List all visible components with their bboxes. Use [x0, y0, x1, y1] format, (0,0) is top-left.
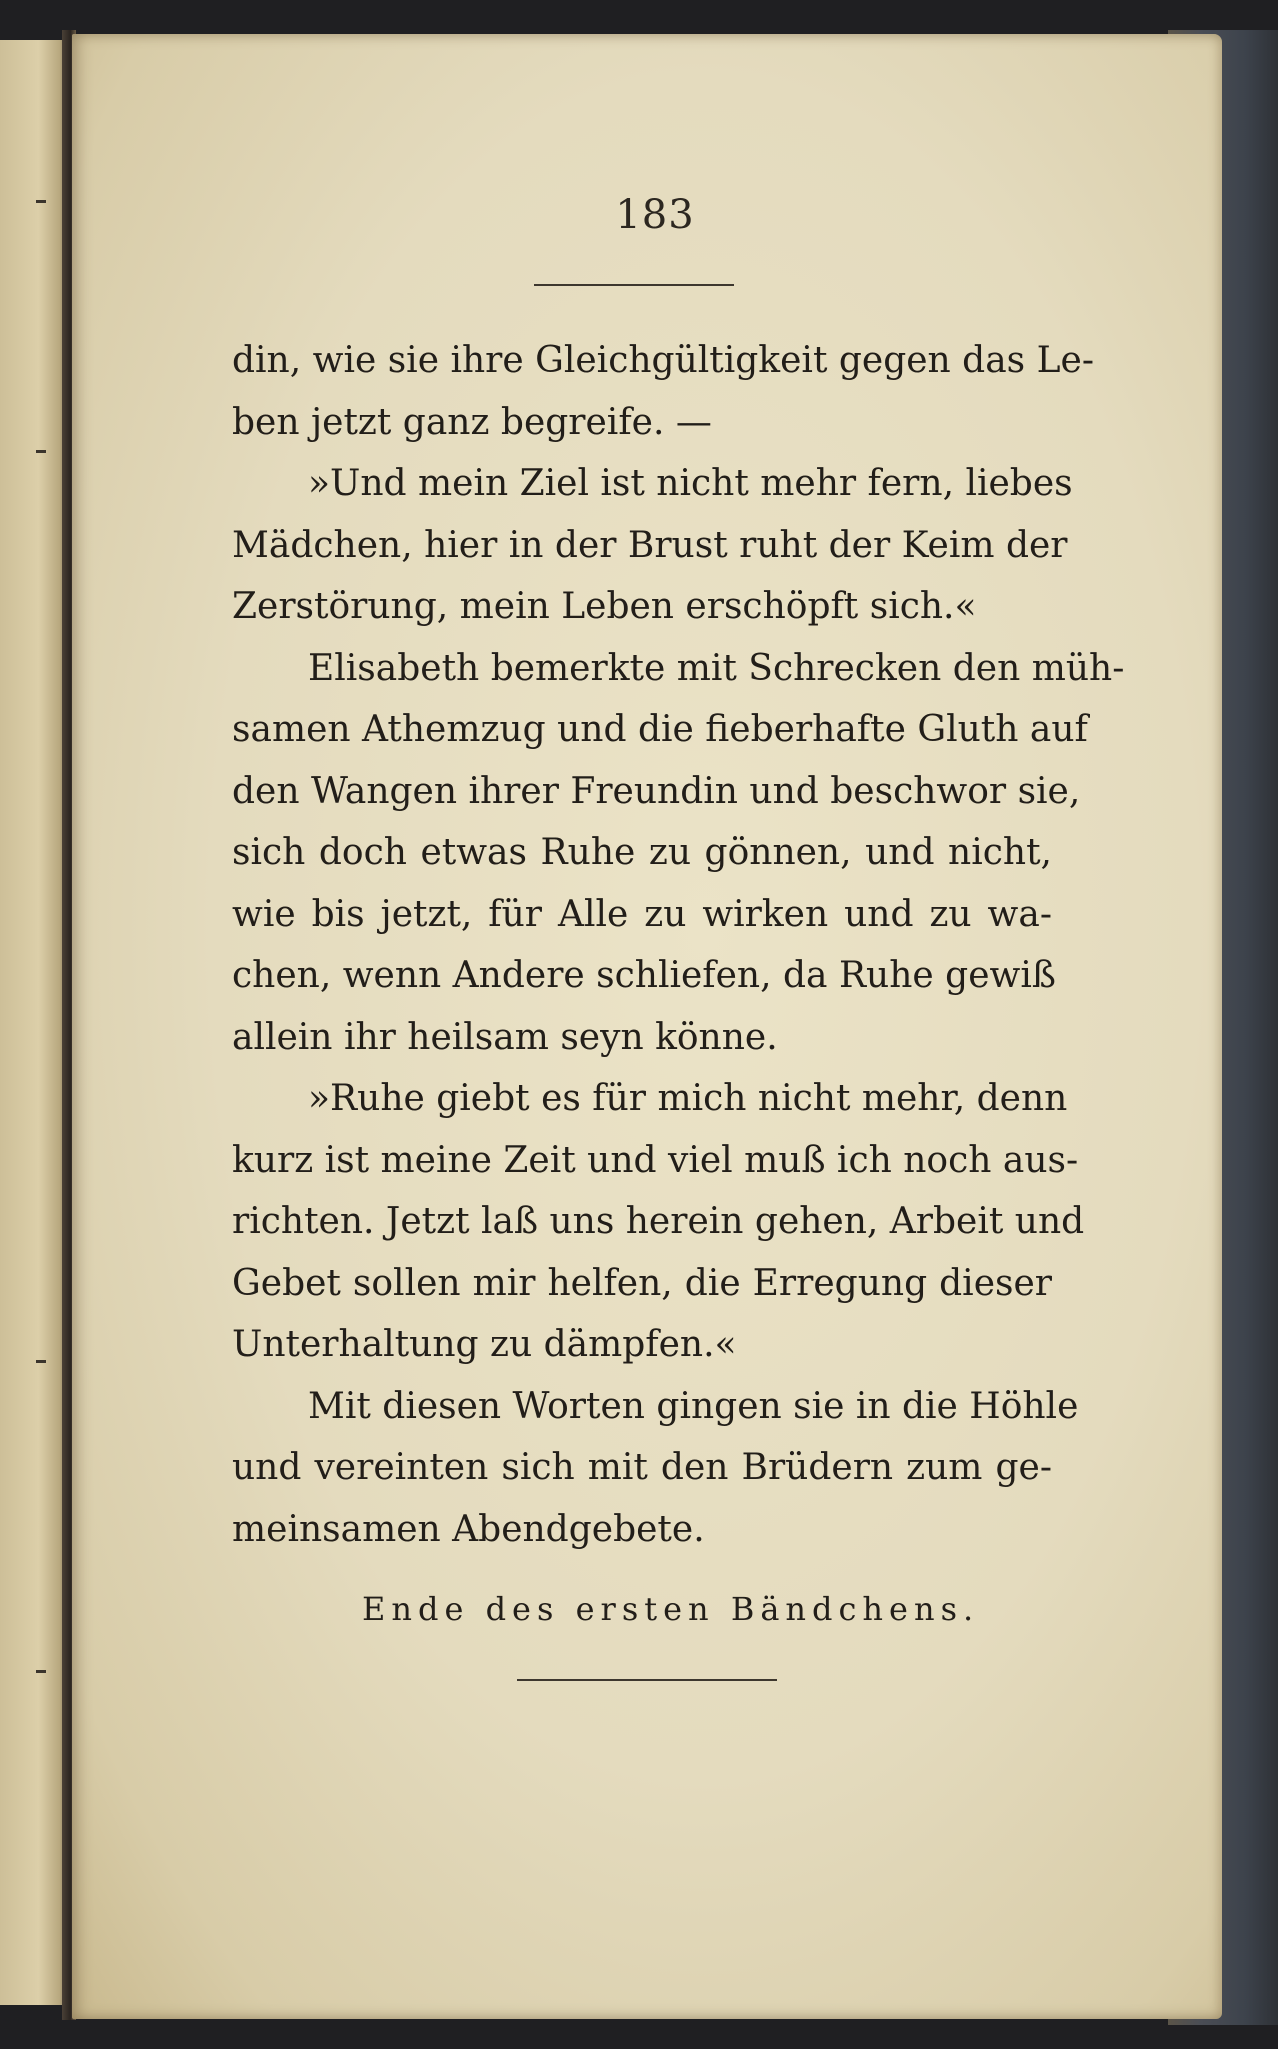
text-line: Gebet sollen mir helfen, die Erregung dieser	[232, 1262, 1052, 1304]
book-page	[72, 34, 1222, 2019]
text-line: und vereinten sich mit den Brüdern zum ge-	[232, 1447, 1052, 1488]
text-line: richten. Jetzt laß uns herein gehen, Arbeit und	[232, 1201, 1085, 1242]
text-line: kurz ist meine Zeit und viel muß ich noch aus-	[232, 1139, 1079, 1181]
end-rule	[517, 1679, 777, 1681]
left-page-mark	[36, 200, 46, 203]
body-text	[232, 330, 1125, 1560]
text-line: samen Athemzug und die fieberhafte Gluth auf	[232, 709, 1088, 750]
text-line: Mit diesen Worten gingen sie in die Höhle	[308, 1385, 1079, 1427]
left-page-edge	[0, 40, 70, 2005]
text-line: den Wangen ihrer Freundin und beschwor sie,	[232, 770, 1081, 812]
page-number: 183	[615, 192, 695, 238]
left-page-mark	[36, 1360, 46, 1363]
colophon: Ende des ersten Bändchens.	[362, 1590, 980, 1628]
text-line: Unterhaltung zu dämpfen.«	[232, 1324, 737, 1365]
left-page-mark	[36, 450, 46, 453]
text-line: chen, wenn Andere schliefen, da Ruhe gewiß	[232, 955, 1056, 996]
text-line: »Ruhe giebt es für mich nicht mehr, denn	[308, 1078, 1068, 1119]
text-line: meinsamen Abendgebete.	[232, 1508, 705, 1550]
text-line: wie bis jetzt, für Alle zu wirken und zu wa-	[232, 893, 1052, 935]
text-line: din, wie sie ihre Gleichgültigkeit gegen das Le-	[232, 340, 1094, 381]
text-line: ben jetzt ganz begreife. —	[232, 401, 712, 443]
left-page-mark	[36, 1670, 46, 1673]
text-line: Mädchen, hier in der Brust ruht der Keim der	[232, 524, 1068, 566]
text-line: allein ihr heilsam seyn könne.	[232, 1016, 778, 1058]
header-rule	[534, 284, 734, 286]
text-line: Zerstörung, mein Leben erschöpft sich.«	[232, 586, 977, 627]
text-line: Elisabeth bemerkte mit Schrecken den müh-	[308, 647, 1125, 689]
text-line: »Und mein Ziel ist nicht mehr fern, liebes	[308, 463, 1073, 504]
text-line: sich doch etwas Ruhe zu gönnen, und nicht,	[232, 832, 1052, 873]
